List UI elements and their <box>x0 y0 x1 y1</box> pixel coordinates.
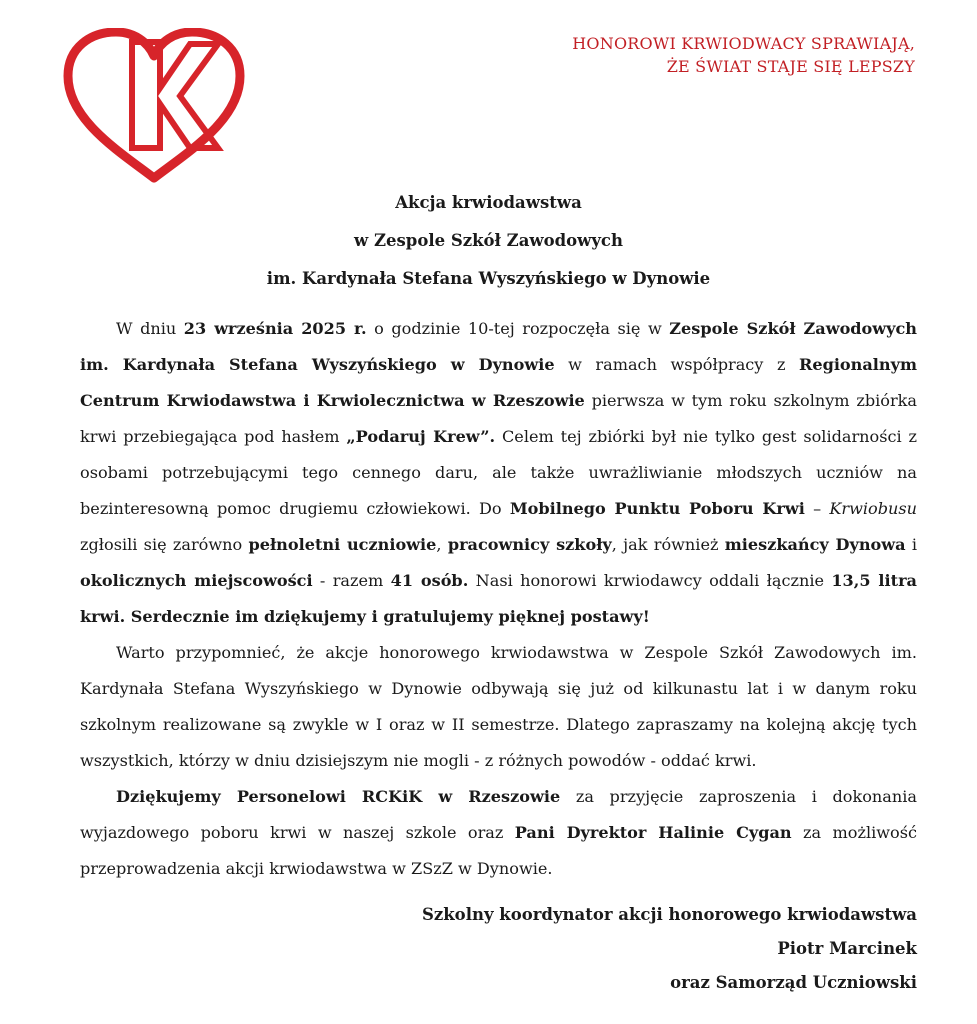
p1-count: 41 osób. <box>390 571 469 590</box>
header-slogan <box>572 32 915 78</box>
document-body <box>80 311 917 887</box>
p1-text: Celem tej zbiórki był nie tylko gest solidarności z osobami potrzebującymi tego cennego daru, ale także uwrażliwianie młodszych uczniów na bezinteresowną pomoc drugiemu człowiekowi. Do <box>80 427 917 518</box>
p1-text: o godzinie 10-tej rozpoczęła się w <box>366 319 670 338</box>
p1-text: , jak również <box>611 535 725 554</box>
p1-text: – <box>804 499 830 518</box>
p1-text: , <box>436 535 448 554</box>
title-line-1: Akcja krwiodawstwa <box>395 193 582 212</box>
p3-thanks-personnel: Dziękujemy Personelowi RCKiK w Rzeszowie <box>116 787 561 806</box>
p1-volume-thanks: 13,5 litra krwi. Serdecznie im dziękujemy i gratulujemy pięknej postawy! <box>80 571 917 626</box>
p1-students: pełnoletni uczniowie <box>248 535 437 554</box>
p1-date: 23 września 2025 r. <box>183 319 367 338</box>
slogan-line-2: ŻE ŚWIAT STAJE SIĘ LEPSZY <box>666 57 915 76</box>
p1-slogan: „Podaruj Krew”. <box>346 427 496 446</box>
p1-text: W dniu <box>116 319 184 338</box>
paragraph-1 <box>80 311 917 635</box>
signature-line-1: Szkolny koordynator akcji honorowego krwiodawstwa <box>421 905 917 924</box>
title-line-3: im. Kardynała Stefana Wyszyńskiego w Dynowie <box>266 269 711 288</box>
p1-text: - razem <box>312 571 391 590</box>
p3-text: za możliwość przeprowadzenia akcji krwiodawstwa w ZSzZ w Dynowie. <box>80 823 917 878</box>
p1-school-name: Zespole Szkół Zawodowych im. Kardynała Stefana Wyszyńskiego w Dynowie <box>80 319 917 374</box>
document-title <box>0 184 977 298</box>
p1-staff: pracownicy szkoły <box>447 535 612 554</box>
p1-residents: mieszkańcy Dynowa <box>724 535 906 554</box>
signature-line-2: Piotr Marcinek <box>777 939 917 958</box>
signature-line-3: oraz Samorząd Uczniowski <box>670 973 917 992</box>
p1-text: zgłosili się zarówno <box>80 535 249 554</box>
heart-k-logo <box>60 28 248 184</box>
title-line-2: w Zespole Szkół Zawodowych <box>354 231 623 250</box>
slogan-line-1: HONOROWI KRWIODWACY SPRAWIAJĄ, <box>572 34 915 53</box>
p1-text: pierwsza w tym roku szkolnym zbiórka krwi przebiegająca pod hasłem <box>80 391 917 446</box>
k-letter-outline <box>132 42 218 148</box>
p1-localities: okolicznych miejscowości <box>80 571 313 590</box>
p1-text: Nasi honorowi krwiodawcy oddali łącznie <box>468 571 832 590</box>
signature-block <box>422 898 917 1000</box>
p3-text: za przyjęcie zaproszenia i dokonania wyjazdowego poboru krwi w naszej szkole oraz <box>80 787 917 842</box>
paragraph-2: Warto przypomnieć, że akcje honorowego krwiodawstwa w Zespole Szkół Zawodowych im. Kardynała Stefana Wyszyńskiego w Dynowie odbywają się już od kilkunastu lat i w danym roku szkolnym realizowane są zwykle w I oraz w II semestrze. Dlatego zapraszamy na kolejną akcję tych wszystkich, którzy w dniu dzisiejszym nie mogli - z różnych powodów - oddać krwi. <box>80 643 917 770</box>
p1-text: w ramach współpracy z <box>554 355 799 374</box>
p1-rckik-name: Regionalnym Centrum Krwiodawstwa i Krwiolecznictwa w Rzeszowie <box>80 355 917 410</box>
p3-director: Pani Dyrektor Halinie Cygan <box>514 823 792 842</box>
p1-mobile-point: Mobilnego Punktu Poboru Krwi <box>509 499 805 518</box>
p1-krwiobus: Krwiobusu <box>829 499 917 518</box>
paragraph-3 <box>80 779 917 887</box>
p1-text: i <box>905 535 918 554</box>
